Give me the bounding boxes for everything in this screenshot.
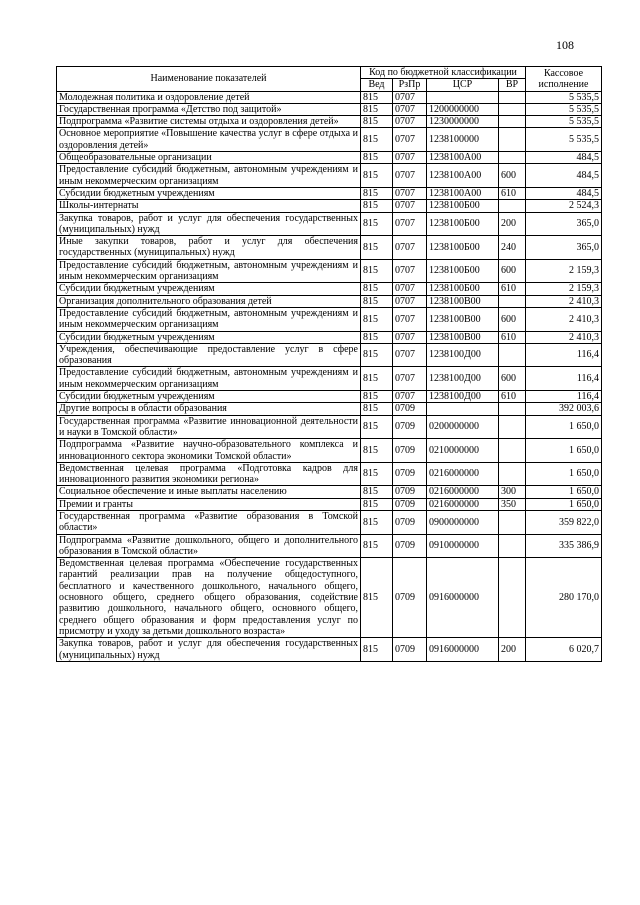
row-csr: 0216000000 [427,462,499,486]
row-name: Субсидии бюджетным учреждениям [57,283,361,295]
row-amount: 335 386,9 [526,534,602,558]
table-row [57,295,602,307]
row-ved: 815 [361,187,393,199]
row-csr: 1238100Б00 [427,212,499,236]
row-ved: 815 [361,367,393,391]
header-code-group: Код по бюджетной классификации [361,67,526,79]
row-ved: 815 [361,259,393,283]
row-amount: 5 535,5 [526,116,602,128]
row-csr: 1238100В00 [427,295,499,307]
row-vr [499,103,526,115]
row-ved: 815 [361,164,393,188]
row-rzpr: 0707 [393,236,427,260]
row-name: Предоставление субсидий бюджетным, автономным учреждениям и иным некоммерческим организациям [57,164,361,188]
row-name: Другие вопросы в области образования [57,403,361,415]
row-rzpr: 0707 [393,116,427,128]
table-row [57,91,602,103]
row-ved: 815 [361,103,393,115]
row-ved: 815 [361,498,393,510]
table-row [57,534,602,558]
row-name: Подпрограмма «Развитие научно-образовательного комплекса и инновационного сектора экономики Томской области» [57,439,361,463]
row-name: Ведомственная целевая программа «Обеспечение государственных гарантий реализации прав на получение общедоступного, бесплатного и качественного дошкольного, начального общего, основного общего, среднего общего образования, содействие развитию дошкольного, начального общего, основного общего, среднего общего образования и форм предоставления услуг по присмотру и уходу за детьми дошкольного возраста» [57,558,361,638]
table-row [57,638,602,662]
row-rzpr: 0709 [393,486,427,498]
row-amount: 5 535,5 [526,91,602,103]
row-vr: 240 [499,236,526,260]
table-row [57,367,602,391]
row-csr: 1238100Д00 [427,391,499,403]
row-amount: 1 650,0 [526,486,602,498]
header-name: Наименование показателей [57,67,361,92]
row-vr: 610 [499,187,526,199]
table-row [57,343,602,367]
row-ved: 815 [361,236,393,260]
row-ved: 815 [361,462,393,486]
row-csr: 0200000000 [427,415,499,439]
row-name: Предоставление субсидий бюджетным, автономным учреждениям и иным некоммерческим организациям [57,307,361,331]
row-name: Государственная программа «Детство под защитой» [57,103,361,115]
row-ved: 815 [361,486,393,498]
row-rzpr: 0709 [393,534,427,558]
row-name: Основное мероприятие «Повышение качества услуг в сфере отдыха и оздоровления детей» [57,128,361,152]
row-amount: 6 020,7 [526,638,602,662]
row-csr: 0216000000 [427,498,499,510]
row-rzpr: 0707 [393,164,427,188]
row-csr: 0210000000 [427,439,499,463]
row-vr [499,128,526,152]
row-csr: 1238100Б00 [427,236,499,260]
row-ved: 815 [361,510,393,534]
row-rzpr: 0707 [393,331,427,343]
row-ved: 815 [361,331,393,343]
table-row [57,391,602,403]
budget-execution-table [56,66,602,662]
table-body [57,91,602,661]
row-rzpr: 0709 [393,498,427,510]
row-vr: 610 [499,283,526,295]
row-name: Предоставление субсидий бюджетным, автономным учреждениям и иным некоммерческим организациям [57,259,361,283]
row-ved: 815 [361,295,393,307]
row-name: Школы-интернаты [57,200,361,212]
row-name: Государственная программа «Развитие образования в Томской области» [57,510,361,534]
row-amount: 1 650,0 [526,415,602,439]
row-name: Предоставление субсидий бюджетным, автономным учреждениям и иным некоммерческим организациям [57,367,361,391]
row-vr: 200 [499,638,526,662]
table-row [57,164,602,188]
row-amount: 5 535,5 [526,103,602,115]
row-vr: 600 [499,367,526,391]
row-amount: 2 410,3 [526,331,602,343]
row-amount: 2 410,3 [526,295,602,307]
row-ved: 815 [361,439,393,463]
row-csr: 0916000000 [427,558,499,638]
page-number: 108 [556,38,574,52]
row-name: Организация дополнительного образования детей [57,295,361,307]
row-vr [499,152,526,164]
row-vr: 300 [499,486,526,498]
row-csr: 1238100А00 [427,187,499,199]
row-ved: 815 [361,307,393,331]
row-csr: 1238100А00 [427,164,499,188]
table-row [57,200,602,212]
table-row [57,152,602,164]
row-csr: 1238100Б00 [427,259,499,283]
row-name: Закупка товаров, работ и услуг для обеспечения государственных (муниципальных) нужд [57,212,361,236]
header-amount: Кассовое исполнение [526,67,602,92]
row-rzpr: 0707 [393,367,427,391]
row-ved: 815 [361,91,393,103]
row-csr: 1238100В00 [427,307,499,331]
row-amount: 392 003,6 [526,403,602,415]
row-amount: 484,5 [526,152,602,164]
row-vr: 600 [499,259,526,283]
row-name: Ведомственная целевая программа «Подготовка кадров для инновационного развития экономики региона» [57,462,361,486]
row-amount: 2 524,3 [526,200,602,212]
table-row [57,212,602,236]
row-vr [499,403,526,415]
row-amount: 2 159,3 [526,283,602,295]
row-csr: 0916000000 [427,638,499,662]
row-rzpr: 0707 [393,187,427,199]
row-ved: 815 [361,391,393,403]
table-row [57,439,602,463]
row-csr: 1238100Д00 [427,367,499,391]
row-rzpr: 0707 [393,212,427,236]
row-csr: 0900000000 [427,510,499,534]
row-ved: 815 [361,534,393,558]
row-amount: 1 650,0 [526,462,602,486]
row-rzpr: 0709 [393,638,427,662]
table-row [57,116,602,128]
row-vr: 610 [499,331,526,343]
row-vr [499,558,526,638]
row-vr [499,343,526,367]
row-csr: 1238100А00 [427,152,499,164]
row-rzpr: 0707 [393,283,427,295]
table-row [57,415,602,439]
row-csr: 1238100Д00 [427,343,499,367]
table-row [57,462,602,486]
row-vr: 200 [499,212,526,236]
row-rzpr: 0707 [393,91,427,103]
row-rzpr: 0707 [393,103,427,115]
row-ved: 815 [361,212,393,236]
row-rzpr: 0707 [393,200,427,212]
row-csr [427,403,499,415]
row-rzpr: 0709 [393,415,427,439]
row-name: Социальное обеспечение и иные выплаты населению [57,486,361,498]
row-vr [499,510,526,534]
row-name: Учреждения, обеспечивающие предоставление услуг в сфере образования [57,343,361,367]
row-name: Премии и гранты [57,498,361,510]
row-rzpr: 0707 [393,259,427,283]
header-rzpr: РзПр [393,79,427,91]
row-csr [427,91,499,103]
row-amount: 484,5 [526,164,602,188]
row-rzpr: 0707 [393,128,427,152]
table-row [57,307,602,331]
row-rzpr: 0709 [393,510,427,534]
table-header [57,67,602,92]
row-amount: 5 535,5 [526,128,602,152]
row-name: Закупка товаров, работ и услуг для обеспечения государственных (муниципальных) нужд [57,638,361,662]
row-vr: 350 [499,498,526,510]
row-amount: 280 170,0 [526,558,602,638]
row-amount: 116,4 [526,391,602,403]
table-row [57,486,602,498]
row-csr: 1200000000 [427,103,499,115]
row-amount: 116,4 [526,343,602,367]
row-csr: 1238100Б00 [427,283,499,295]
header-vr: ВР [499,79,526,91]
row-csr: 1238100Б00 [427,200,499,212]
row-ved: 815 [361,152,393,164]
row-vr [499,534,526,558]
row-name: Подпрограмма «Развитие системы отдыха и оздоровления детей» [57,116,361,128]
row-ved: 815 [361,128,393,152]
table-row [57,128,602,152]
header-ved: Вед [361,79,393,91]
row-rzpr: 0707 [393,295,427,307]
row-csr: 0216000000 [427,486,499,498]
row-vr: 600 [499,164,526,188]
row-amount: 1 650,0 [526,439,602,463]
row-csr: 1238100000 [427,128,499,152]
row-vr [499,295,526,307]
row-rzpr: 0707 [393,307,427,331]
header-csr: ЦСР [427,79,499,91]
row-amount: 2 159,3 [526,259,602,283]
row-vr [499,116,526,128]
row-ved: 815 [361,415,393,439]
row-name: Подпрограмма «Развитие дошкольного, общего и дополнительного образования в Томской области» [57,534,361,558]
row-ved: 815 [361,116,393,128]
row-amount: 116,4 [526,367,602,391]
row-vr [499,91,526,103]
row-ved: 815 [361,558,393,638]
row-vr: 600 [499,307,526,331]
row-rzpr: 0709 [393,403,427,415]
row-name: Субсидии бюджетным учреждениям [57,187,361,199]
row-name: Субсидии бюджетным учреждениям [57,331,361,343]
row-rzpr: 0709 [393,439,427,463]
row-ved: 815 [361,283,393,295]
row-ved: 815 [361,403,393,415]
table-row [57,510,602,534]
row-rzpr: 0707 [393,152,427,164]
row-name: Иные закупки товаров, работ и услуг для обеспечения государственных (муниципальных) нужд [57,236,361,260]
row-vr [499,439,526,463]
row-ved: 815 [361,200,393,212]
row-rzpr: 0709 [393,462,427,486]
row-vr: 610 [499,391,526,403]
row-ved: 815 [361,343,393,367]
row-vr [499,415,526,439]
row-csr: 1230000000 [427,116,499,128]
row-amount: 1 650,0 [526,498,602,510]
table-row [57,331,602,343]
table-row [57,558,602,638]
row-rzpr: 0709 [393,558,427,638]
row-amount: 365,0 [526,212,602,236]
table-row [57,403,602,415]
row-name: Государственная программа «Развитие инновационной деятельности и науки в Томской области» [57,415,361,439]
row-vr [499,200,526,212]
row-amount: 359 822,0 [526,510,602,534]
table-row [57,498,602,510]
row-rzpr: 0707 [393,391,427,403]
row-rzpr: 0707 [393,343,427,367]
table-row [57,236,602,260]
row-amount: 484,5 [526,187,602,199]
row-csr: 0910000000 [427,534,499,558]
table-row [57,187,602,199]
row-name: Молодежная политика и оздоровление детей [57,91,361,103]
table-row [57,283,602,295]
row-amount: 365,0 [526,236,602,260]
table-row [57,103,602,115]
row-name: Общеобразовательные организации [57,152,361,164]
table-row [57,259,602,283]
row-amount: 2 410,3 [526,307,602,331]
row-name: Субсидии бюджетным учреждениям [57,391,361,403]
row-vr [499,462,526,486]
row-ved: 815 [361,638,393,662]
row-csr: 1238100В00 [427,331,499,343]
